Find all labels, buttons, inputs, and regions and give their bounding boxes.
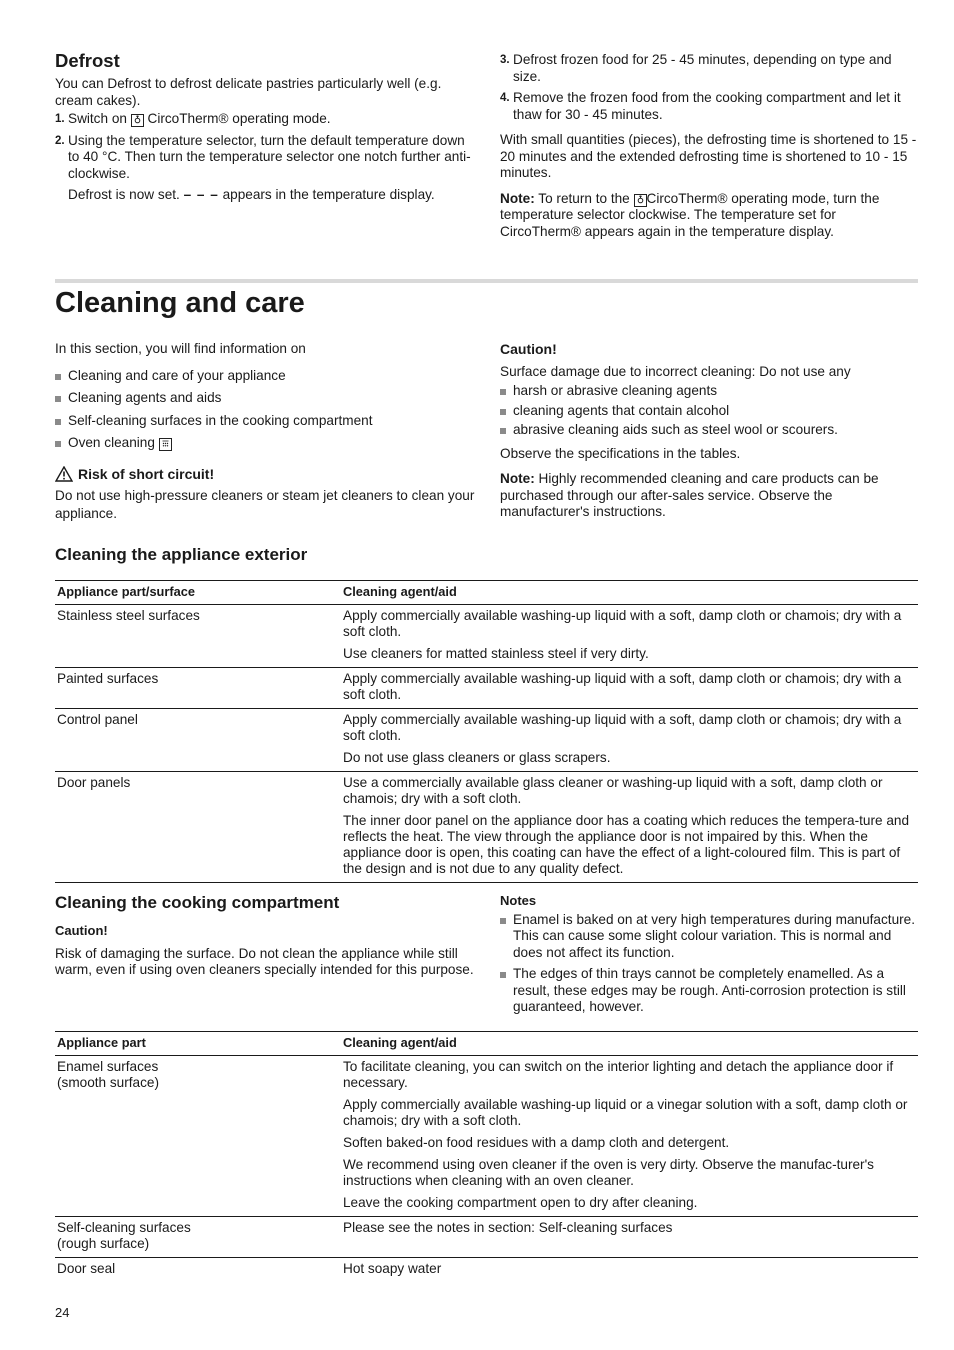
cleaning-note xyxy=(500,471,918,521)
note-text-end: CircoTherm® operating mode, turn the temperature selector clockwise. The temperature set for CircoTherm® appears again in the temperature display. xyxy=(500,190,880,239)
set-text-start: Defrost is now set. xyxy=(68,187,184,202)
dashes-symbol: – – – xyxy=(183,187,219,202)
agent-text: Leave the cooking compartment open to dry after cleaning. xyxy=(343,1195,698,1210)
exterior-table xyxy=(55,580,918,883)
column-header: Cleaning agent/aid xyxy=(341,581,918,605)
caution-intro: Surface damage due to incorrect cleaning: Do not use any xyxy=(500,363,851,379)
step-number: 4. xyxy=(500,92,510,104)
agent-text: To facilitate cleaning, you can switch on the interior lighting and detach the appliance door if necessary. xyxy=(343,1059,894,1090)
cleaning-intro-section xyxy=(55,341,475,523)
part-cell: Door panels xyxy=(55,772,341,883)
small-quantities-text: With small quantities (pieces), the defrosting time is shortened to 15 - 20 minutes and the extended defrosting time is shortened to 10 - 15 minutes. xyxy=(500,132,917,180)
note-label: Note: xyxy=(500,471,535,486)
part-cell: Door seal xyxy=(57,1261,116,1276)
step-text: Using the temperature selector, turn the default temperature down to 40 °C. Then turn the temperature selector one notch further anti-clockwise. xyxy=(68,132,471,181)
caution-item: harsh or abrasive cleaning agents xyxy=(500,383,918,400)
part-cell: Control panel xyxy=(55,709,341,772)
table-header-row xyxy=(55,581,918,605)
agent-text: Soften baked-on food residues with a damp cloth and detergent. xyxy=(343,1135,730,1150)
step-text: Defrost frozen food for 25 - 45 minutes, depending on type and size. xyxy=(513,52,892,84)
topic-item-oven-cleaning xyxy=(55,435,475,452)
defrost-set-info xyxy=(55,187,475,204)
caution-section xyxy=(500,341,918,521)
agent-cell xyxy=(341,605,918,668)
column-header: Appliance part/surface xyxy=(55,581,341,605)
set-text-end: appears in the temperature display. xyxy=(218,187,435,202)
caution-item: abrasive cleaning aids such as steel wool or scourers. xyxy=(500,422,918,439)
circotherm-icon xyxy=(634,194,647,207)
defrost-steps-left xyxy=(55,111,475,182)
table-row xyxy=(55,605,918,668)
oven-cleaning-icon xyxy=(159,438,172,451)
compartment-section xyxy=(55,892,475,979)
step-number: 2. xyxy=(55,134,65,147)
note-item: Enamel is baked on at very high temperatures during manufacture. This can cause some slight colour variation. This is normal and does not affect its function. xyxy=(500,912,918,962)
step-text-start: Switch on xyxy=(68,111,131,126)
note-item: The edges of thin trays cannot be completely enamelled. As a result, these edges may be rough. Anti-corrosion protection is still guaranteed, however. xyxy=(500,966,918,1016)
risk-heading xyxy=(55,466,475,483)
caution-heading: Caution! xyxy=(500,341,557,357)
agent-text: Please see the notes in section: Self-cleaning surfaces xyxy=(343,1220,673,1235)
topic-item: Self-cleaning surfaces in the cooking compartment xyxy=(55,413,475,430)
agent-cell xyxy=(341,709,918,772)
agent-cell xyxy=(341,1258,918,1283)
topic-text: Oven cleaning xyxy=(68,435,155,450)
observe-text: Observe the specifications in the tables. xyxy=(500,445,741,461)
circotherm-icon xyxy=(131,114,144,127)
table-row xyxy=(55,1217,918,1258)
cleaning-intro: In this section, you will find information on xyxy=(55,341,306,356)
compartment-table xyxy=(55,1031,918,1282)
defrost-steps-right xyxy=(500,52,918,123)
agent-text: The inner door panel on the appliance door has a coating which reduces the tempera-ture and reflects the heat. The view through the appliance door is not impaired by this. When the appliance door is open, this coating can have the effect of a light-coloured film. This is part of the design and is not due to any quality defect. xyxy=(343,813,910,876)
section-divider xyxy=(55,279,918,283)
step-number: 3. xyxy=(500,54,510,66)
agent-text: Hot soapy water xyxy=(343,1261,442,1276)
part-cell: Self-cleaning surfaces (rough surface) xyxy=(55,1217,341,1258)
caution-list xyxy=(500,383,918,439)
step-text-end: CircoTherm® operating mode. xyxy=(143,111,331,126)
part-cell: Enamel surfaces (smooth surface) xyxy=(55,1056,341,1217)
column-header: Cleaning agent/aid xyxy=(341,1032,918,1056)
topics-list xyxy=(55,368,475,452)
defrost-step-1 xyxy=(55,111,475,128)
defrost-intro: You can Defrost to defrost delicate pastries particularly well (e.g. cream cakes). xyxy=(55,76,442,108)
topic-item: Cleaning and care of your appliance xyxy=(55,368,475,385)
step-number: 1. xyxy=(55,113,65,125)
defrost-note xyxy=(500,191,918,241)
table-row xyxy=(55,1258,918,1283)
part-cell: Stainless steel surfaces xyxy=(55,605,341,668)
table-row xyxy=(55,709,918,772)
defrost-section-continued xyxy=(500,52,918,240)
agent-text: Apply commercially available washing-up liquid with a soft, damp cloth or chamois; dry with a soft cloth. xyxy=(343,608,902,639)
note-text: Highly recommended cleaning and care products can be purchased through our after-sales service. Observe the manufacturer's instructions. xyxy=(500,471,879,519)
caution-item: cleaning agents that contain alcohol xyxy=(500,403,918,420)
topic-item: Cleaning agents and aids xyxy=(55,390,475,407)
agent-cell xyxy=(341,668,918,709)
notes-list xyxy=(500,912,918,1016)
table-row xyxy=(55,772,918,883)
table-row xyxy=(55,668,918,709)
compartment-notes xyxy=(500,893,918,1016)
defrost-section xyxy=(55,50,475,204)
agent-text: Apply commercially available washing-up liquid with a soft, damp cloth or chamois; dry with a soft cloth. xyxy=(343,671,902,702)
page-title: Cleaning and care xyxy=(55,287,305,319)
agent-text: Do not use glass cleaners or glass scrapers. xyxy=(343,750,611,765)
agent-text: We recommend using oven cleaner if the oven is very dirty. Observe the manufac-turer's instructions when cleaning with an oven cleaner. xyxy=(343,1157,874,1188)
agent-text: Use cleaners for matted stainless steel if very dirty. xyxy=(343,646,649,661)
agent-text: Apply commercially available washing-up liquid or a vinegar solution with a soft, damp cloth or chamois; dry with a soft cloth. xyxy=(343,1097,908,1128)
note-label: Note: xyxy=(500,190,535,206)
risk-text: Do not use high-pressure cleaners or steam jet cleaners to clean your appliance. xyxy=(55,488,475,521)
defrost-step-2 xyxy=(55,133,475,183)
part-cell: Painted surfaces xyxy=(55,668,341,709)
defrost-step-3 xyxy=(500,52,918,85)
defrost-heading: Defrost xyxy=(55,50,120,71)
note-text-start: To return to the xyxy=(534,190,634,206)
risk-title: Risk of short circuit! xyxy=(78,465,215,482)
table-header-row xyxy=(55,1032,918,1056)
page-number: 24 xyxy=(55,1305,70,1320)
compartment-heading: Cleaning the cooking compartment xyxy=(55,893,340,912)
agent-text: Apply commercially available washing-up liquid with a soft, damp cloth or chamois; dry with a soft cloth. xyxy=(343,712,902,743)
agent-cell xyxy=(341,1217,918,1258)
agent-text: Use a commercially available glass cleaner or washing-up liquid with a soft, damp cloth or chamois; dry with a soft cloth. xyxy=(343,775,883,806)
exterior-heading: Cleaning the appliance exterior xyxy=(55,545,308,564)
step-text: Remove the frozen food from the cooking compartment and let it thaw for 30 - 45 minutes. xyxy=(513,90,901,122)
agent-cell xyxy=(341,1056,918,1217)
table-row xyxy=(55,1056,918,1217)
column-header: Appliance part xyxy=(55,1032,341,1056)
compartment-caution-text: Risk of damaging the surface. Do not clean the appliance while still warm, even if using oven cleaners specially intended for this purpose. xyxy=(55,945,474,977)
defrost-step-4 xyxy=(500,90,918,123)
warning-icon xyxy=(55,466,73,482)
notes-heading: Notes xyxy=(500,893,537,908)
agent-cell xyxy=(341,772,918,883)
compartment-caution-heading: Caution! xyxy=(55,923,108,938)
